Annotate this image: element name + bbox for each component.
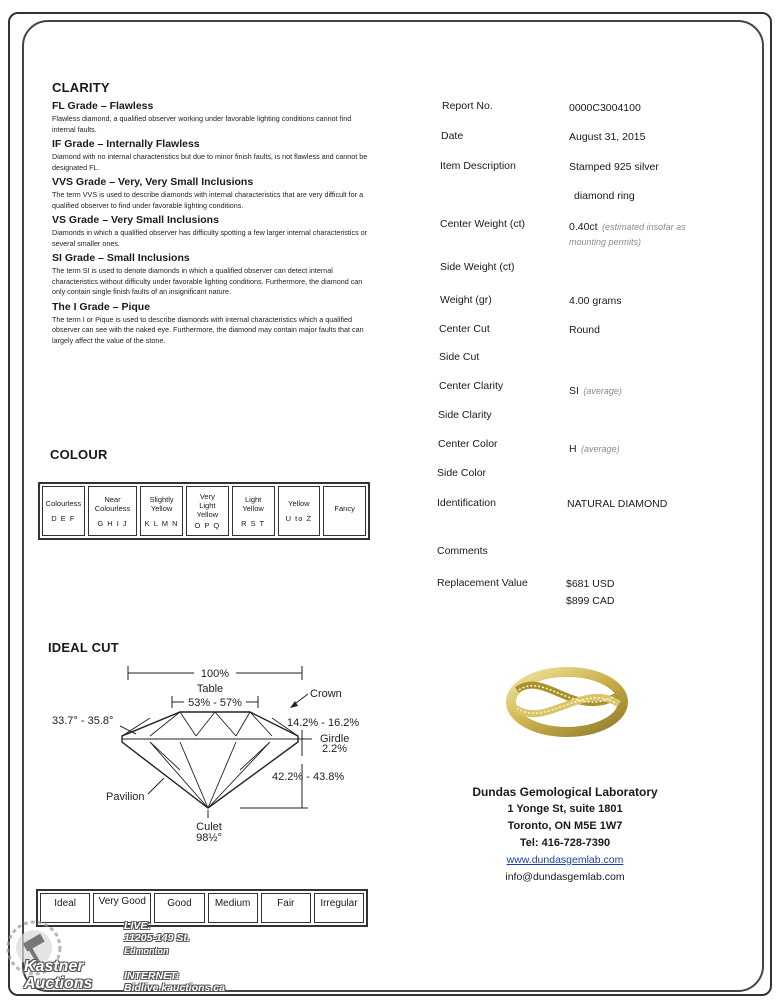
crown-height-label: 14.2% - 16.2% [287, 717, 360, 729]
girdle-value: 2.2% [322, 743, 348, 755]
watermark-url[interactable]: Bidlive.kauctions.ca [124, 982, 225, 994]
clarity-grade-vs [52, 214, 370, 249]
center-cut-value: Round [569, 324, 600, 336]
side-color-label: Side Color [437, 467, 487, 479]
ideal-cut-heading: IDEAL CUT [48, 640, 119, 655]
colour-codes: G H I J [97, 518, 128, 528]
center-clarity-value: SI [569, 385, 579, 397]
table-label: Table [196, 683, 224, 695]
item-description-value: Stamped 925 silver [569, 161, 659, 173]
center-clarity-note: (average) [583, 386, 622, 396]
diamond-cut-diagram [40, 660, 380, 850]
side-clarity-label: Side Clarity [438, 409, 492, 421]
girdle-label: Girdle [320, 733, 350, 745]
weight-value: 4.00 grams [569, 295, 622, 307]
replacement-value-usd: $681 USD [566, 578, 615, 590]
colour-name: Slightly Yellow [149, 494, 174, 513]
crown-angle-label: 33.7° - 35.8° [52, 715, 114, 727]
colour-cell [42, 486, 85, 536]
item-description-value-2: diamond ring [574, 190, 635, 202]
center-weight-block [569, 219, 709, 249]
watermark-internet-label: INTERNET: [124, 970, 180, 982]
colour-name: Near Colourless [94, 494, 131, 513]
clarity-grade-i [52, 301, 370, 347]
grade-desc: Flawless diamond, a qualified observer working under favorable lighting conditions cannot find internal faults. [52, 114, 352, 134]
lab-website-link[interactable]: www.dundasgemlab.com [506, 854, 624, 866]
report-no-value: 0000C3004100 [569, 102, 641, 114]
width-pct-label: 100% [200, 668, 230, 680]
lab-email: info@dundasgemlab.com [505, 871, 625, 883]
colour-codes: R S T [241, 518, 266, 528]
colour-cell [88, 486, 137, 536]
identification-label: Identification [437, 497, 496, 509]
colour-cell [186, 486, 229, 536]
table-range-label: 53% - 57% [188, 697, 242, 709]
lab-info [440, 784, 690, 886]
colour-name: Colourless [45, 499, 82, 508]
cut-grade-cell: Fair [261, 893, 311, 923]
lab-name: Dundas Gemological Laboratory [472, 785, 658, 799]
grade-desc: Diamond with no internal characteristics but due to minor finish faults, is not flawless and cannot be designated FL. [52, 152, 368, 172]
center-weight-note: (estimated insofar as mounting permits) [569, 222, 686, 247]
crown-label: Crown [310, 688, 342, 700]
center-cut-label: Center Cut [439, 323, 490, 335]
clarity-grade-vvs [52, 176, 370, 211]
center-color-label: Center Color [438, 438, 498, 450]
center-color-value: H [569, 443, 577, 455]
colour-codes: K L M N [144, 518, 179, 528]
side-cut-label: Side Cut [439, 351, 480, 363]
grade-title: FL Grade – Flawless [52, 100, 154, 112]
replacement-value-cad: $899 CAD [566, 595, 615, 607]
clarity-grade-if [52, 138, 370, 173]
colour-codes: D E F [51, 514, 76, 523]
cut-grade-cell: Ideal [40, 893, 90, 923]
clarity-grade-si [52, 252, 370, 298]
grade-title: The I Grade – Pique [52, 300, 151, 313]
grade-desc: The term I or Pique is used to describe diamonds with internal characteristics which a qualified observer can see with the naked eye. Furthermore, the diamond may contain major faults that can largely affect the value of the stone. [52, 314, 364, 345]
clarity-heading: CLARITY [52, 80, 110, 95]
grade-title: SI Grade – Small Inclusions [52, 252, 190, 264]
item-description-label: Item Description [440, 160, 516, 172]
cut-grade-cell: Very Good [93, 893, 151, 923]
side-weight-label: Side Weight (ct) [440, 261, 515, 273]
colour-name: Fancy [334, 503, 355, 513]
center-weight-value: 0.40ct [569, 221, 598, 233]
lab-address-2: Toronto, ON M5E 1W7 [507, 820, 623, 832]
pavilion-depth-label: 42.2% - 43.8% [272, 771, 345, 783]
colour-name: Light Yellow [242, 494, 264, 513]
watermark-brand: Kastner Auctions [24, 958, 93, 992]
cut-grade-cell: Good [154, 893, 204, 923]
clarity-section [52, 80, 370, 349]
culet-label: Culet [196, 821, 222, 833]
grade-title: VVS Grade – Very, Very Small Inclusions [52, 176, 254, 188]
center-clarity-label: Center Clarity [439, 380, 504, 392]
cut-grade-cell: Irregular [314, 893, 364, 923]
center-weight-label: Center Weight (ct) [440, 218, 525, 230]
grade-title: IF Grade – Internally Flawless [52, 138, 200, 150]
grade-desc: The term SI is used to denote diamonds in which a qualified observer can detect internal characteristics without difficulty under favorable lighting conditions. Furthermore, the diamond can only contain single finish faults of an insignificant nature. [52, 266, 363, 296]
center-clarity-block [569, 381, 622, 399]
lab-address-1: 1 Yonge St, suite 1801 [507, 803, 623, 815]
identification-value: NATURAL DIAMOND [567, 498, 668, 510]
colour-cell [140, 486, 183, 536]
watermark-address: 11205-149 St. [124, 932, 190, 944]
colour-cell [323, 486, 366, 536]
ring-photo [505, 660, 629, 740]
center-color-block [569, 439, 620, 457]
clarity-grade-fl [52, 100, 370, 135]
grade-desc: The term VVS is used to describe diamonds with internal characteristics that are very difficult for a qualified observer to find under favorable lighting conditions. [52, 190, 364, 210]
watermark-live-label: LIVE: [124, 920, 151, 932]
weight-label: Weight (gr) [440, 294, 492, 306]
colour-scale-table [38, 482, 370, 540]
culet-value: 98½° [196, 832, 222, 844]
colour-name: Very Light Yellow [196, 492, 219, 519]
comments-label: Comments [437, 545, 488, 557]
colour-cell [278, 486, 321, 536]
lab-phone: Tel: 416-728-7390 [519, 837, 611, 849]
auction-watermark [6, 916, 256, 1000]
date-value: August 31, 2015 [569, 131, 646, 143]
colour-name: Yellow [288, 499, 310, 508]
report-no-label: Report No. [442, 100, 493, 112]
date-label: Date [441, 130, 464, 142]
colour-codes: O P Q [194, 521, 221, 530]
grade-title: VS Grade – Very Small Inclusions [52, 214, 219, 226]
colour-heading: COLOUR [50, 447, 108, 462]
replacement-value-label: Replacement Value [437, 577, 528, 589]
pavilion-label: Pavilion [106, 791, 145, 803]
cut-grade-cell: Medium [208, 893, 258, 923]
watermark-city: Edmonton [124, 946, 169, 956]
center-color-note: (average) [581, 444, 620, 454]
colour-cell [232, 486, 275, 536]
colour-codes: U to Z [285, 514, 313, 523]
grade-desc: Diamonds in which a qualified observer has difficulty spotting a few larger internal characteristics or several smaller ones. [52, 228, 368, 248]
